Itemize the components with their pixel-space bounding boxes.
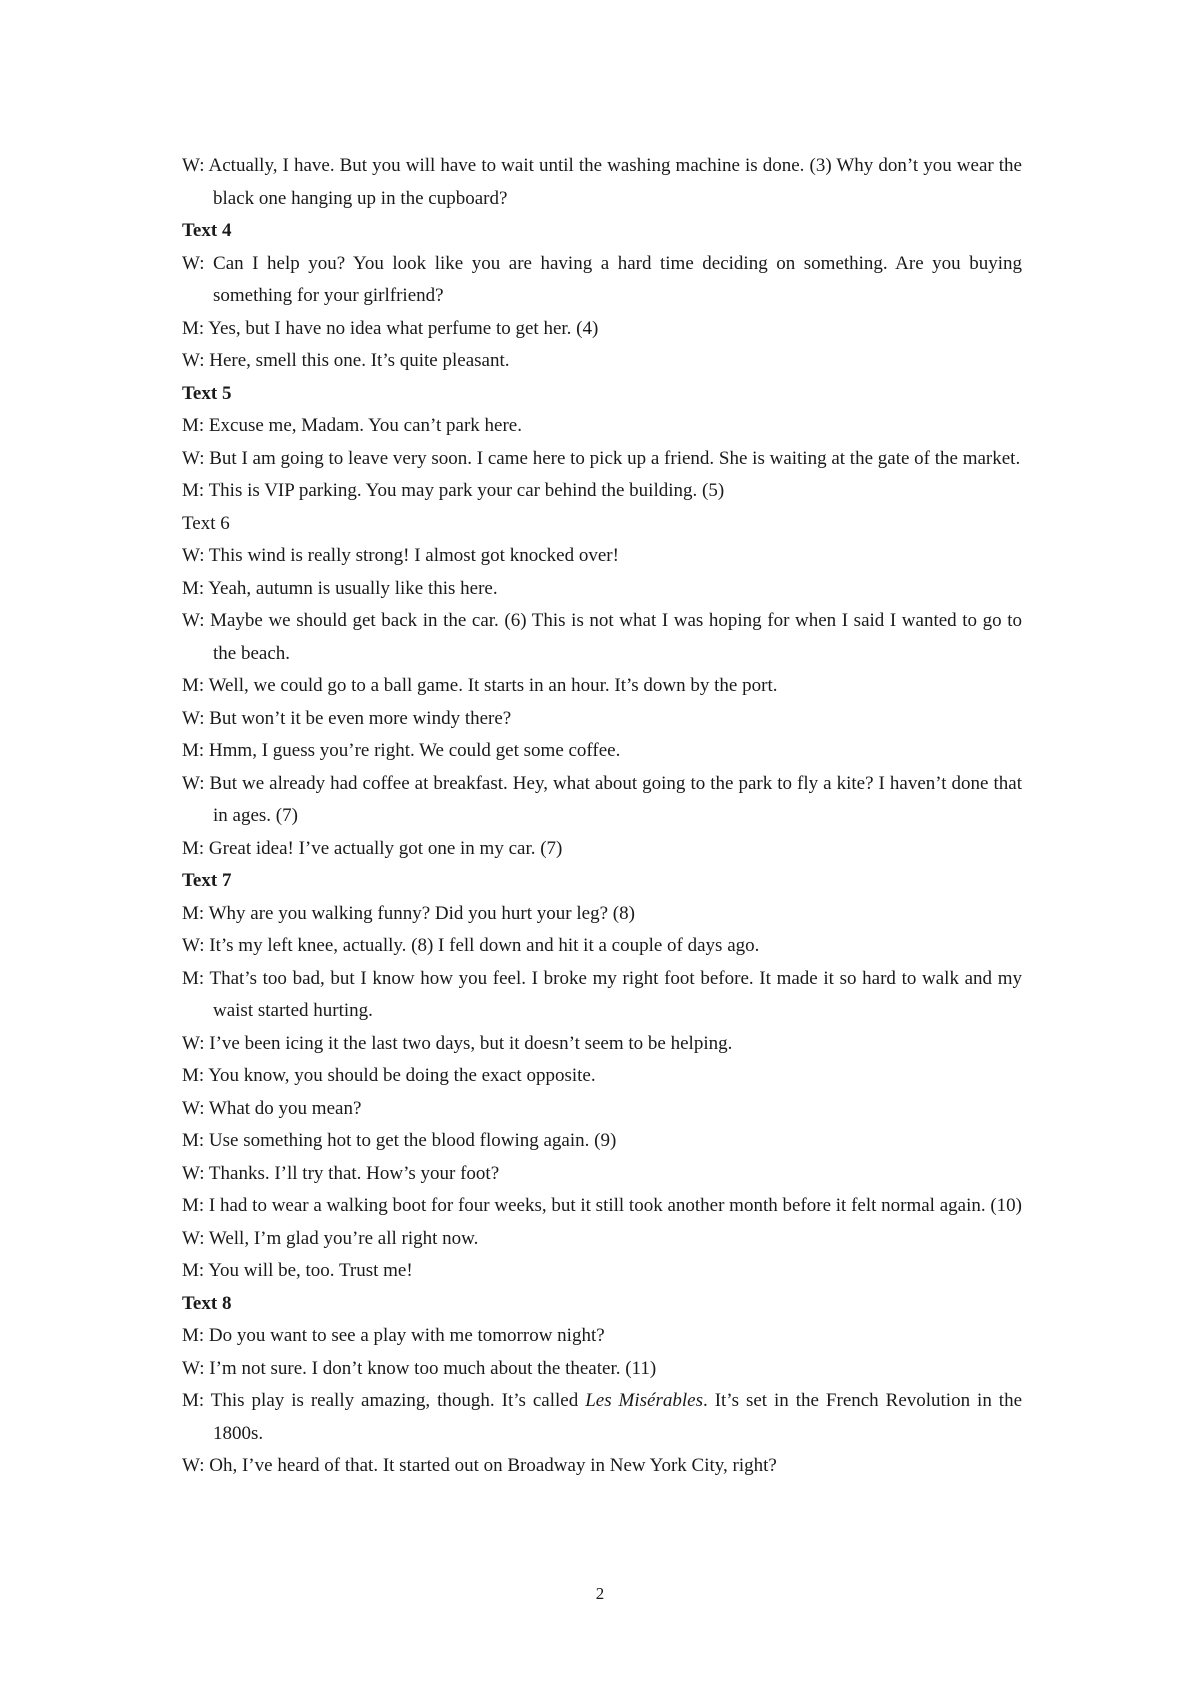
dialogue-line: W: Maybe we should get back in the car. (6) This is not what I was hoping for when I said I wanted to go to the beach. [182,610,1022,664]
dialogue-line: W: Can I help you? You look like you are having a hard time deciding on something. Are you buying something for your girlfriend? [182,252,1022,306]
dialogue-text: . It’s set in the French Revolution in the 1800s. [213,1390,1023,1444]
dialogue-line: M: You know, you should be doing the exact opposite. [182,1065,596,1086]
dialogue-line: M: Why are you walking funny? Did you hurt your leg? (8) [182,902,635,924]
section-heading: Text 8 [182,1292,232,1314]
section-heading: Text 4 [182,220,232,241]
dialogue-line: M: I had to wear a walking boot for four weeks, but it still took another month before it felt normal again. (10) [182,1195,1023,1216]
dialogue-line: W: This wind is really strong! I almost got knocked over! [182,545,619,566]
document-body [182,150,1022,1483]
dialogue-line: W: Oh, I’ve heard of that. It started out on Broadway in New York City, right? [182,1455,777,1476]
dialogue-line: M: Do you want to see a play with me tomorrow night? [182,1325,605,1346]
dialogue-line: M: Hmm, I guess you’re right. We could get some coffee. [182,740,621,761]
dialogue-line: W: Thanks. I’ll try that. How’s your foot? [182,1162,500,1184]
dialogue-line: W: It’s my left knee, actually. (8) I fell down and hit it a couple of days ago. [182,935,760,956]
dialogue-line: W: But won’t it be even more windy there? [182,707,512,729]
dialogue-line: W: Here, smell this one. It’s quite pleasant. [182,350,510,371]
dialogue-line: W: What do you mean? [182,1097,362,1119]
dialogue-line: M: Yes, but I have no idea what perfume to get her. (4) [182,317,599,339]
italic-title: Les Misérables [585,1390,703,1411]
section-heading: Text 6 [182,512,230,534]
dialogue-line: W: But we already had coffee at breakfast. Hey, what about going to the park to fly a kite? I haven’t done that in ages. (7) [182,772,1022,826]
dialogue-text: M: This play is really amazing, though. It’s called [182,1390,586,1411]
section-heading: Text 5 [182,382,232,404]
dialogue-line: M: This is VIP parking. You may park your car behind the building. (5) [182,480,725,501]
dialogue-line: M: Yeah, autumn is usually like this here. [182,577,498,599]
page-number: 2 [595,1584,605,1603]
dialogue-line: M: Well, we could go to a ball game. It starts in an hour. It’s down by the port. [182,675,778,696]
dialogue-line: W: I’ve been icing it the last two days, but it doesn’t seem to be helping. [182,1032,733,1054]
dialogue-line: W: But I am going to leave very soon. I came here to pick up a friend. She is waiting at the gate of the market. [182,447,1021,469]
dialogue-line: M: That’s too bad, but I know how you feel. I broke my right foot before. It made it so hard to walk and my waist started hurting. [182,967,1022,1021]
section-heading: Text 7 [182,870,232,891]
dialogue-line: M: You will be, too. Trust me! [182,1260,413,1281]
dialogue-line: W: Well, I’m glad you’re all right now. [182,1227,479,1249]
dialogue-line: W: I’m not sure. I don’t know too much about the theater. (11) [182,1357,657,1379]
dialogue-line: W: Actually, I have. But you will have to wait until the washing machine is done. (3) Why don’t you wear the black one hanging up in the cupboard? [182,155,1022,209]
dialogue-line: M: Great idea! I’ve actually got one in my car. (7) [182,837,563,859]
dialogue-line [182,1385,1022,1450]
dialogue-line: M: Use something hot to get the blood flowing again. (9) [182,1130,617,1151]
dialogue-line: M: Excuse me, Madam. You can’t park here. [182,415,522,436]
